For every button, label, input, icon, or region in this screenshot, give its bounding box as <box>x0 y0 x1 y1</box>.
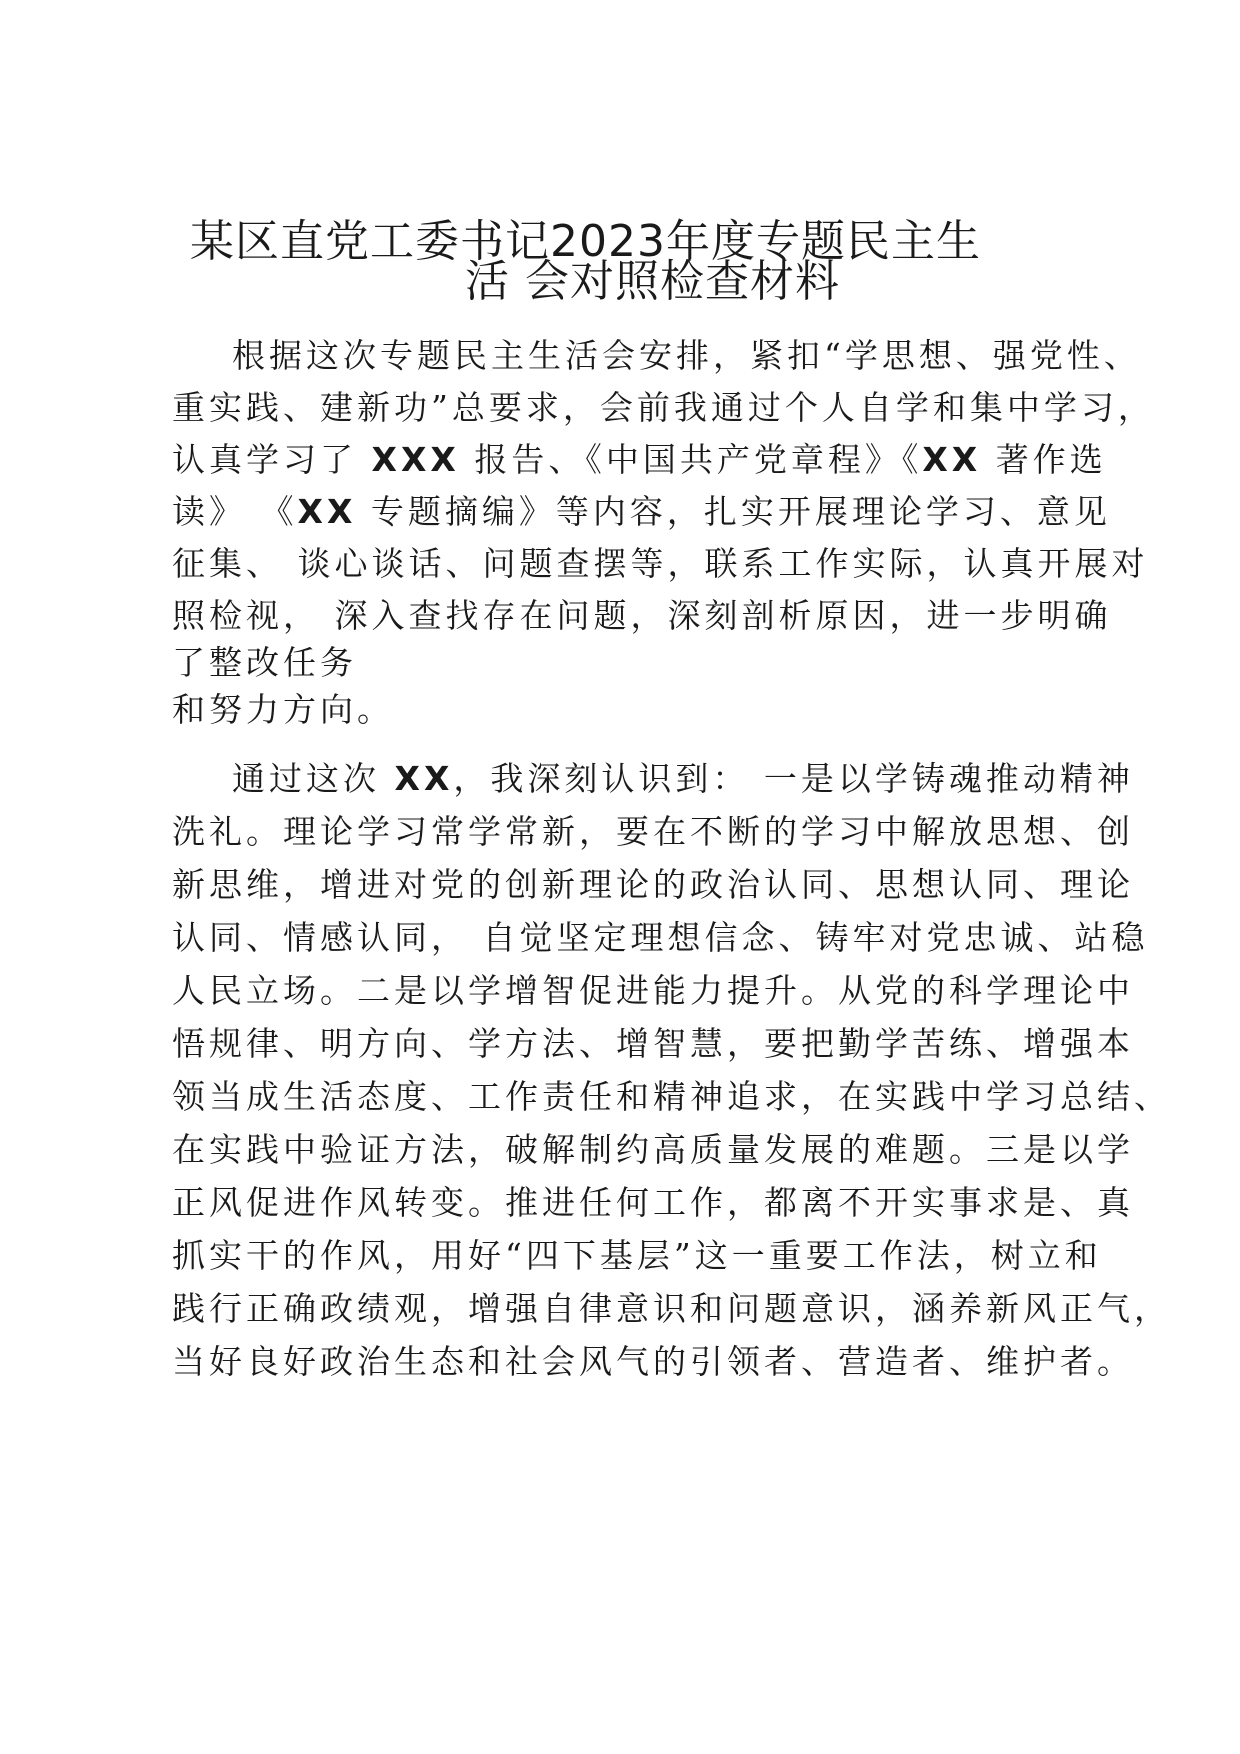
paragraph-2-line-11: 践行正确政绩观，增强自律意识和问题意识，涵养新风正气， <box>172 1289 1171 1328</box>
document-title-line-2: 活 会对照检查材料 <box>465 256 840 307</box>
text-run: 著作选 <box>981 440 1107 479</box>
text-run: 认真学习了 <box>172 440 357 479</box>
paragraph-2-line-7: 领当成生活态度、工作责任和精神追求，在实践中学习总结、 <box>172 1077 1171 1116</box>
text-run: 专题摘编》等内容，扎实开展理论学习、意见 <box>356 492 1111 531</box>
paragraph-2-line-6: 悟规律、明方向、学方法、增智慧，要把勤学苦练、增强本 <box>172 1024 1134 1063</box>
paragraph-1-line-2: 重实践、建新功”总要求，会前我通过个人自学和集中学习， <box>172 388 1155 427</box>
text-run: ，我深刻认识到： 一是以学铸魂推动精神 <box>453 759 1134 798</box>
paragraph-2-line-1 <box>232 759 1134 799</box>
paragraph-2-line-10: 抓实干的作风，用好“四下基层”这一重要工作法，树立和 <box>172 1236 1102 1275</box>
paragraph-2-line-2: 洗礼。理论学习常学常新，要在不断的学习中解放思想、创 <box>172 812 1134 851</box>
paragraph-1-line-3 <box>172 440 1107 480</box>
paragraph-2-line-8: 在实践中验证方法，破解制约高质量发展的难题。三是以学 <box>172 1130 1134 1169</box>
placeholder-xx: XX <box>297 492 357 531</box>
placeholder-xx: XX <box>922 440 982 479</box>
text-run: 报告、《中国共产党章程》《 <box>474 440 923 479</box>
placeholder-xxx: XXX <box>371 440 460 479</box>
paragraph-1-line-6: 照检视， 深入查找存在问题，深刻剖析原因，进一步明确 <box>172 596 1112 635</box>
paragraph-2-line-5: 人民立场。二是以学增智促进能力提升。从党的科学理论中 <box>172 971 1134 1010</box>
placeholder-xx: XX <box>394 759 454 798</box>
text-run: 通过这次 <box>232 759 395 798</box>
paragraph-1-line-5: 征集、 谈心谈话、问题查摆等，联系工作实际，认真开展对 <box>172 544 1149 583</box>
text-run: 读》 《 <box>172 492 298 531</box>
paragraph-2-line-9: 正风促进作风转变。推进任何工作，都离不开实事求是、真 <box>172 1183 1134 1222</box>
paragraph-2-line-12: 当好良好政治生态和社会风气的引领者、营造者、维护者。 <box>172 1342 1134 1381</box>
paragraph-1-line-7: 了整改任务 <box>172 643 357 682</box>
document-title-line-1: 某区直党工委书记2023年度专题民主生 <box>190 216 981 267</box>
paragraph-2-line-3: 新思维，增进对党的创新理论的政治认同、思想认同、理论 <box>172 865 1134 904</box>
paragraph-1-line-1: 根据这次专题民主生活会安排，紧扣“学思想、强党性、 <box>232 336 1141 375</box>
paragraph-1-line-8: 和努力方向。 <box>172 690 394 729</box>
paragraph-1-line-4 <box>172 492 1111 532</box>
paragraph-2-line-4: 认同、情感认同， 自觉坚定理想信念、铸牢对党忠诚、站稳 <box>172 918 1149 957</box>
